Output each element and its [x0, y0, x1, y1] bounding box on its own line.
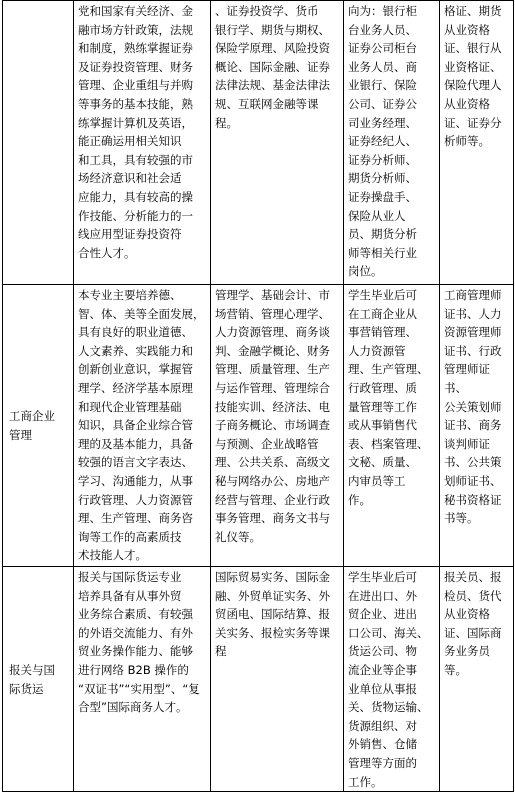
major-name-cell: 报关与国 际货运 — [3, 567, 74, 792]
table-row — [3, 285, 514, 567]
major-name-cell: 工商企业 管理 — [3, 285, 74, 567]
core-courses-cell: 、证券投资学、货币 银行学、期货与期权、 保险学原理、风险投资 概论、国际金融、证券 法律法规、基金法律法 规、互联网金融等课 程。 — [211, 1, 344, 285]
major-info-table — [2, 0, 514, 792]
training-objective-cell: 本专业主要培养德、 智、体、美等全面发展， 具有良好的职业道德、 人文素养、实践能力和 创新创业意识，掌握管 理学、经济学基本原理 和现代企业管理基础 知识，具备企业综合管 理的及基本能力，具备 较强的语言文字表达、 学习、沟通能力，从事 行政管理、人力资源管 理、生产管理、商务咨 询等工作的高素质技 术技能人才。 — [74, 285, 211, 567]
employment-direction-cell: 学生毕业后可 在进出口、外 贸企业、进出 口公司、海关、 货运公司、物 流企业等企事 业单位从事报 关、货物运输、 货源组织、对 外销售、仓储 管理等方面的 工作。 — [344, 567, 440, 792]
table-row — [3, 567, 514, 792]
employment-direction-cell: 学生毕业后可 在工商企业从 事营销管理、 人力资源管 理、生产管理、 行政管理、质 量管理等工作 或从事销售代 表、档案管理、 文秘、质量、 内审员等工 作。 — [344, 285, 440, 567]
core-courses-cell: 国际贸易实务、国际金 融、外贸单证实务、外 贸函电、国际结算、报 关实务、报检实务等课 程 — [211, 567, 344, 792]
training-objective-cell: 党和国家有关经济、金 融市场方针政策，法规 和制度，熟练掌握证券 及证券投资管理、财务 管理、企业重组与并购 等事务的基本技能，熟 练掌握计算机及英语， 能正确运用相关知识 和工具，具有较强的市 场经济意识和社会适 应能力，具有较高的操 作技能、分析能力的一 线应用型证券投资符 合性人才。 — [74, 1, 211, 285]
employment-direction-cell: 向为：银行柜 台业务人员、 证券公司柜台 业务人员、商 业银行、保险 公司、证券公 司业务经理、 证券经纪人、 证券分析师、 期货分析师、 证券操盘手、 保险从业人 员、期货分析 师等相关行业 岗位。 — [344, 1, 440, 285]
core-courses-cell: 管理学、基础会计、市 场营销、管理心理学、 人力资源管理、商务谈 判、金融学概论、财务 管理、质量管理、生产 与运作管理、管理综合 技能实训、经济法、电 子商务概论、市场调查 与预测、企业战略管 理、公共关系、高级文 秘与网络办公、房地产 经营与管理、企业行政 事务管理、商务文书与 礼仪等。 — [211, 285, 344, 567]
certificates-cell: 工商管理师 证书、人力 资源管理师 证书、行政 管理师证书、 公关策划师 证书、商务 谈判师证 书、公共策 划师证书、 秘书资格证 书等。 — [440, 285, 514, 567]
training-objective-cell: 报关与国际货运专业 培养具备有从事外贸 业务综合素质、有较强 的外语交流能力、有外 贸业务操作能力、能够 进行网络 B2B 操作的 “双证书”“实用型”、“复 合型”国际商务人才。 — [74, 567, 211, 792]
certificates-cell: 报关员、报 检员、货代 从业资格 证、国际商 务业务员 等。 — [440, 567, 514, 792]
major-name-cell — [3, 1, 74, 285]
certificates-cell: 格证、期货 从业资格 证、银行从 业资格证、 保险代理人 从业资格 证、证券分 析师等。 — [440, 1, 514, 285]
table-row — [3, 1, 514, 285]
